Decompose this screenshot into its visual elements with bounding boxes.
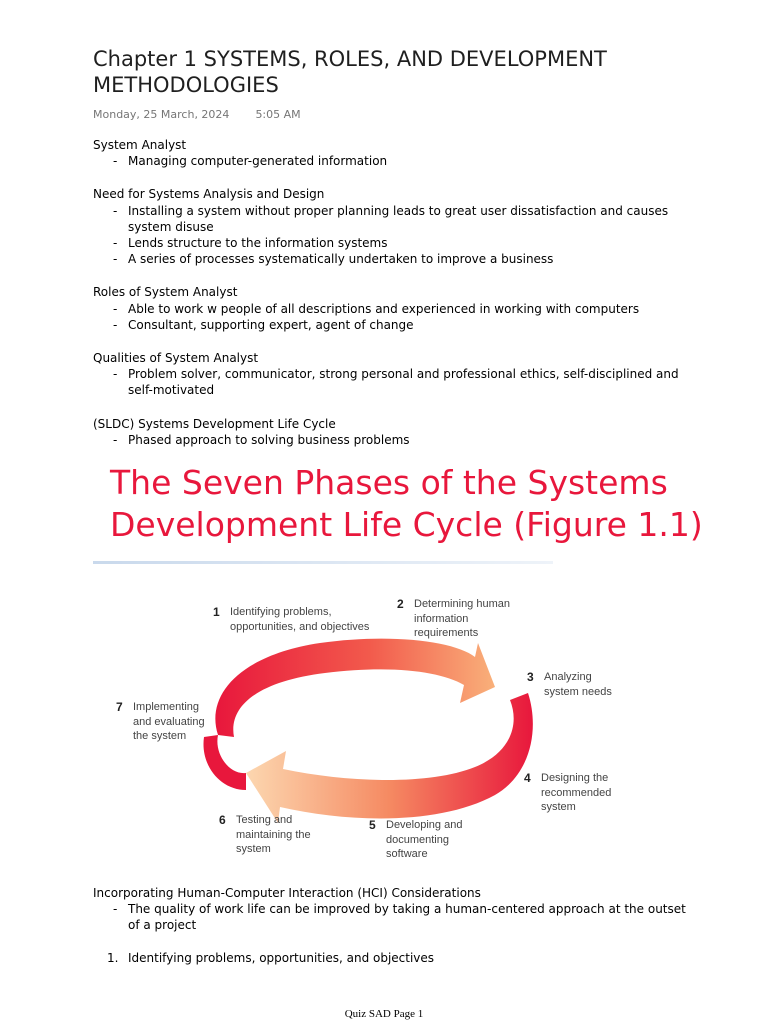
bullet-item: - Lends structure to the information systems	[93, 235, 693, 251]
bullet-item: - Installing a system without proper planning leads to great user dissatisfaction and causes system disuse	[93, 203, 693, 235]
bullet-item: - Consultant, supporting expert, agent of change	[93, 317, 693, 333]
page-title: Chapter 1 SYSTEMS, ROLES, AND DEVELOPMENT METHODOLOGIES	[93, 47, 607, 97]
phase-4-label: 4 Designing the recommended system	[524, 771, 612, 813]
section-heading: (SLDC) Systems Development Life Cycle	[93, 416, 336, 431]
bullet-item: - Managing computer-generated information	[93, 153, 693, 169]
section-roles	[93, 284, 693, 333]
phase-2-label: 2 Determining human information requirements	[397, 597, 510, 639]
phase-1-label: 1 Identifying problems, opportunities, and objectives	[213, 605, 370, 633]
numbered-list	[93, 950, 693, 966]
section-heading: Incorporating Human-Computer Interaction (HCI) Considerations	[93, 886, 481, 900]
page-footer: Quiz SAD Page 1	[344, 1008, 424, 1020]
phase-5-label: 5 Developing and documenting software	[369, 818, 463, 860]
bullet-item: - Able to work w people of all descriptions and experienced in working with computers	[93, 301, 693, 317]
bullet-item: - Phased approach to solving business problems	[93, 432, 693, 448]
figure-title: The Seven Phases of the Systems Development Life Cycle (Figure 1.1)	[110, 463, 703, 544]
section-system-analyst	[93, 137, 693, 169]
cycle-arrow-front	[215, 639, 495, 737]
bullet-item: - Problem solver, communicator, strong personal and professional ethics, self-disciplined and self-motivated	[93, 366, 693, 398]
figure-divider	[93, 561, 553, 564]
page-date: Monday, 25 March, 2024	[93, 108, 230, 121]
notes-body	[93, 137, 693, 465]
section-heading: Roles of System Analyst	[93, 285, 238, 300]
bullet-item: - A series of processes systematically undertaken to improve a business	[93, 251, 693, 267]
page-time: 5:05 AM	[255, 108, 301, 121]
section-heading: Qualities of System Analyst	[93, 351, 259, 366]
page-timestamp	[93, 108, 301, 121]
bullet-item: - The quality of work life can be improved by taking a human-centered approach at the outset of a project	[93, 901, 693, 933]
section-heading: System Analyst	[93, 138, 187, 152]
section-sdlc	[93, 416, 693, 448]
cycle-arrow-back	[246, 693, 533, 823]
phase-3-label: 3 Analyzing system needs	[527, 670, 612, 698]
section-need	[93, 186, 693, 267]
sdlc-cycle-diagram	[100, 585, 660, 870]
phase-6-label: 6 Testing and maintaining the system	[219, 813, 311, 855]
hci-section	[93, 885, 693, 966]
section-heading: Need for Systems Analysis and Design	[93, 187, 325, 202]
list-item: 1. Identifying problems, opportunities, and objectives	[107, 950, 435, 965]
section-qualities	[93, 350, 693, 399]
phase-7-label: 7 Implementing and evaluating the system	[116, 700, 205, 742]
